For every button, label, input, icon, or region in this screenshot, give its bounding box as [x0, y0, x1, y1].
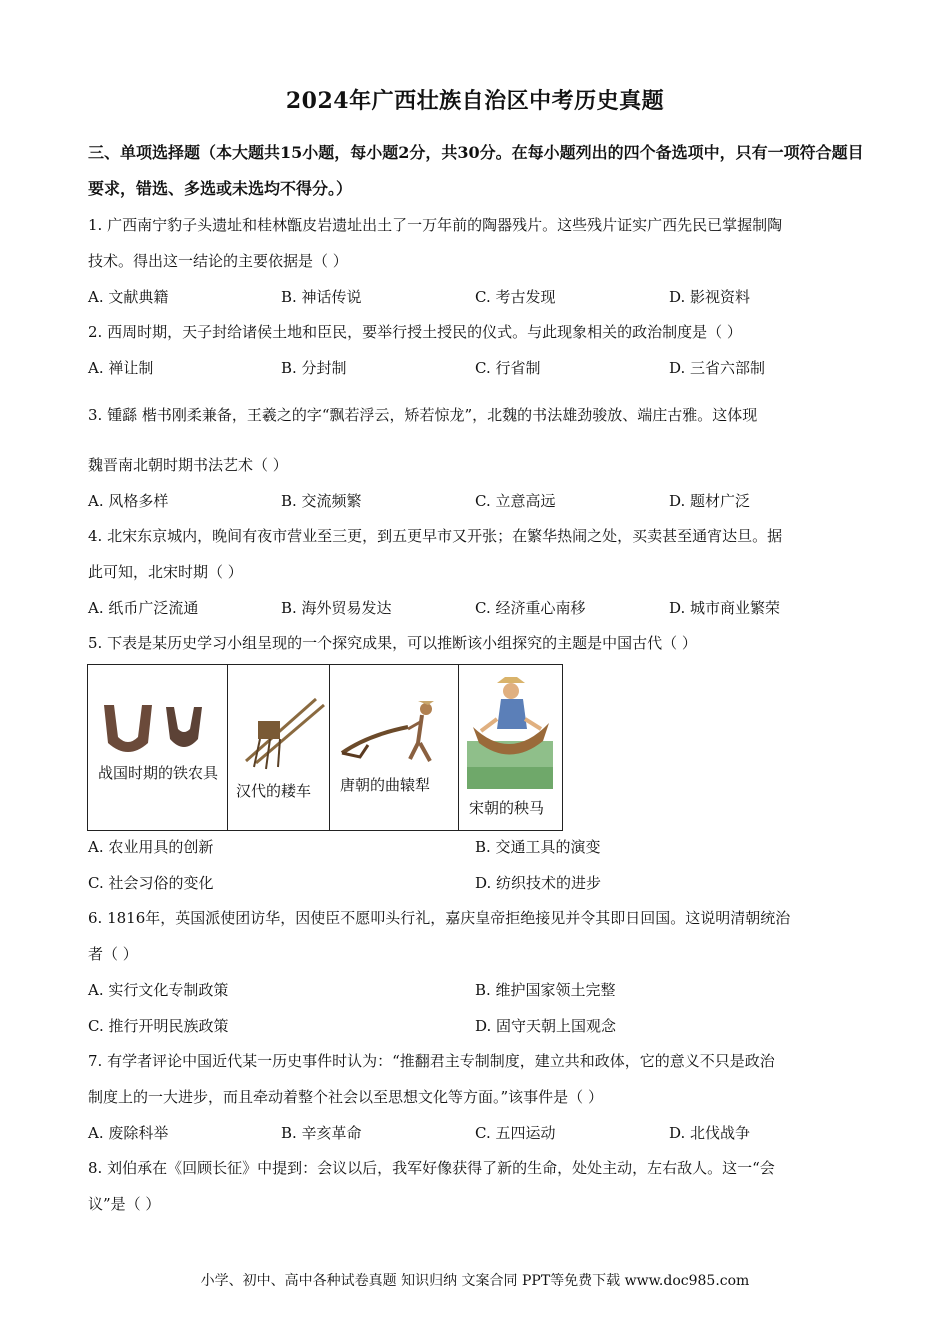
- q8-line-1: 8. 刘伯承在《回顾长征》中提到：会议以后，我军好像获得了新的生命，处处主动，左右敌人。这一“会: [88, 1159, 775, 1177]
- yangma-image: [467, 671, 553, 789]
- q3-option-b: B. 交流频繁: [281, 492, 362, 510]
- table-cell-yangma: [459, 665, 562, 830]
- iron-tools-image: [100, 699, 210, 759]
- caption-seed-drill: 汉代的耧车: [236, 782, 312, 800]
- q7-line-2: 制度上的一大进步，而且牵动着整个社会以至思想文化等方面。”该事件是（ ）: [88, 1088, 603, 1106]
- q1-option-b: B. 神话传说: [281, 288, 362, 306]
- q4-option-a: A. 纸币广泛流通: [88, 599, 199, 617]
- q2-option-a: A. 禅让制: [88, 359, 154, 377]
- q4-option-c: C. 经济重心南移: [475, 599, 586, 617]
- q5-option-a: A. 农业用具的创新: [88, 838, 214, 856]
- q7-line-1: 7. 有学者评论中国近代某一历史事件时认为：“推翻君主专制制度，建立共和政体，它的意义不只是政治: [88, 1052, 775, 1070]
- q4-line-1: 4. 北宋东京城内，晚间有夜市营业至三更，到五更早市又开张；在繁华热闹之处，买卖甚至通宵达旦。据: [88, 527, 783, 545]
- q3-option-a: A. 风格多样: [88, 492, 169, 510]
- q1-line-1: 1. 广西南宁豹子头遗址和桂林甑皮岩遗址出土了一万年前的陶器残片。这些残片证实广西先民已掌握制陶: [88, 216, 783, 234]
- caption-iron-tools: 战国时期的铁农具: [98, 764, 219, 782]
- q7-option-c: C. 五四运动: [475, 1124, 556, 1142]
- q5-option-b: B. 交通工具的演变: [475, 838, 601, 856]
- q3-option-d: D. 题材广泛: [669, 492, 751, 510]
- q6-line-1: 6. 1816年，英国派使团访华，因使臣不愿叩头行礼，嘉庆皇帝拒绝接见并令其即日回国。这说明清朝统治: [88, 909, 791, 927]
- table-cell-seed-drill: [228, 665, 330, 830]
- caption-curved-plow: 唐朝的曲辕犁: [340, 776, 431, 794]
- table-cell-iron-tools: [88, 665, 228, 830]
- page-footer: 小学、初中、高中各种试卷真题 知识归纳 文案合同 PPT等免费下载 www.doc985.com: [200, 1273, 750, 1289]
- table-cell-curved-plow: [330, 665, 459, 830]
- q2-option-c: C. 行省制: [475, 359, 541, 377]
- q1-option-a: A. 文献典籍: [88, 288, 169, 306]
- q7-option-d: D. 北伐战争: [669, 1124, 751, 1142]
- q1-option-d: D. 影视资料: [669, 288, 751, 306]
- q3-option-c: C. 立意高远: [475, 492, 556, 510]
- q2-option-b: B. 分封制: [281, 359, 347, 377]
- page-title: 2024年广西壮族自治区中考历史真题: [285, 88, 665, 114]
- q4-option-d: D. 城市商业繁荣: [669, 599, 781, 617]
- q3-line-2: 魏晋南北朝时期书法艺术（ ）: [88, 456, 288, 474]
- section-heading: 三、单项选择题（本大题共15小题，每小题2分，共30分。在每小题列出的四个备选项中，只有一项符合题目要求，错选、多选或未选均不得分。）: [88, 143, 864, 198]
- caption-yangma: 宋朝的秧马: [469, 799, 545, 817]
- q6-option-d: D. 固守天朝上国观念: [475, 1017, 617, 1035]
- q1-option-c: C. 考古发现: [475, 288, 556, 306]
- q4-line-2: 此可知，北宋时期（ ）: [88, 563, 243, 581]
- q2-option-d: D. 三省六部制: [669, 359, 766, 377]
- q7-option-a: A. 废除科举: [88, 1124, 169, 1142]
- q6-line-2: 者（ ）: [88, 945, 138, 963]
- curved-plow-image: [338, 695, 450, 765]
- q7-option-b: B. 辛亥革命: [281, 1124, 362, 1142]
- q5-option-c: C. 社会习俗的变化: [88, 874, 214, 892]
- q1-line-2: 技术。得出这一结论的主要依据是（ ）: [88, 252, 348, 270]
- q5-option-d: D. 纺织技术的进步: [475, 874, 602, 892]
- q2-line-1: 2. 西周时期，天子封给诸侯土地和臣民，要举行授土授民的仪式。与此现象相关的政治制度是（ ）: [88, 323, 742, 341]
- q3-line-1: 3. 锺繇 楷书刚柔兼备，王羲之的字“飘若浮云，矫若惊龙”，北魏的书法雄劲骏放、端庄古雅。这体现: [88, 406, 758, 424]
- q6-option-a: A. 实行文化专制政策: [88, 981, 229, 999]
- q6-option-b: B. 维护国家领土完整: [475, 981, 616, 999]
- q8-line-2: 议”是（ ）: [88, 1195, 161, 1213]
- q5-figure-table: [87, 664, 563, 831]
- seed-drill-image: [236, 691, 326, 771]
- q5-line-1: 5. 下表是某历史学习小组呈现的一个探究成果，可以推断该小组探究的主题是中国古代（ ）: [88, 634, 697, 652]
- q6-option-c: C. 推行开明民族政策: [88, 1017, 229, 1035]
- q4-option-b: B. 海外贸易发达: [281, 599, 392, 617]
